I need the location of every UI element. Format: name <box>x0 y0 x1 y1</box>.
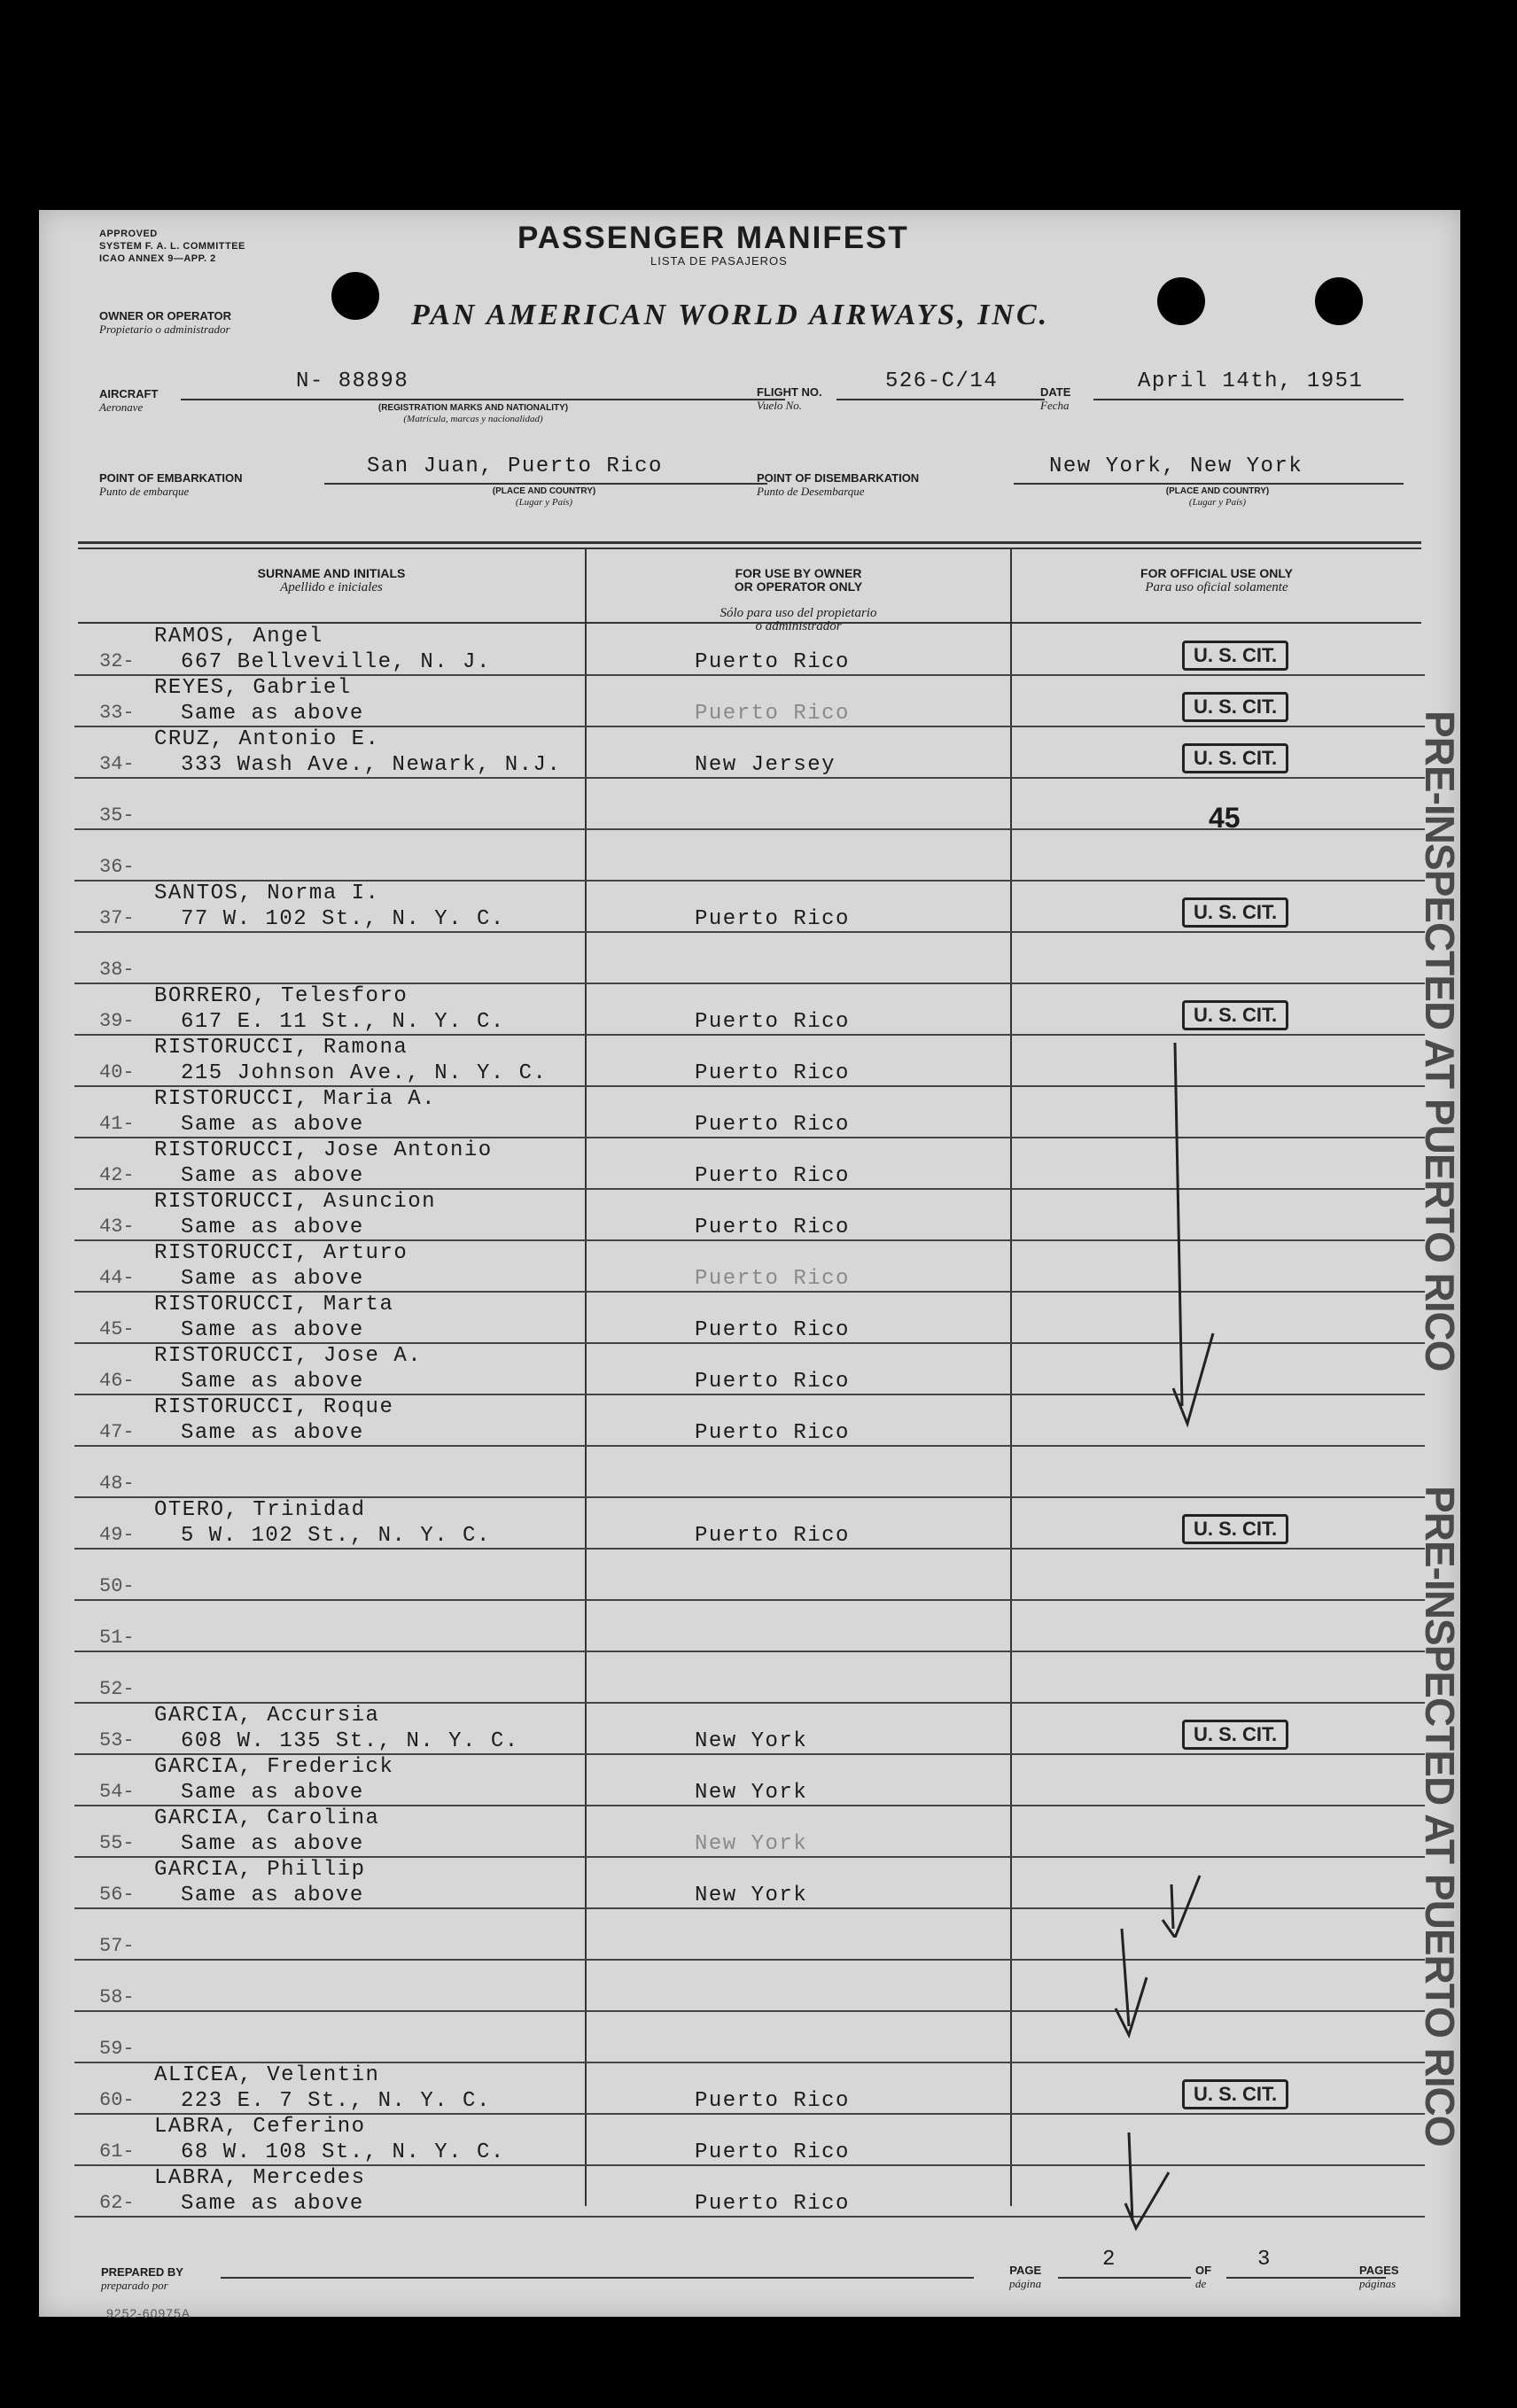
disembark-hint <box>1129 486 1306 509</box>
passenger-address: 68 W. 108 St., N. Y. C. <box>181 2140 505 2164</box>
owner-use-entry: Puerto Rico <box>695 1113 850 1137</box>
owner-use-entry: Puerto Rico <box>695 1318 850 1342</box>
passenger-name: GARCIA, Frederick <box>154 1755 394 1779</box>
check-marks <box>1102 2124 1244 2248</box>
flight-value: 526-C/14 <box>885 369 999 393</box>
row-number: 55- <box>99 1832 135 1854</box>
check-marks <box>1014 1920 1191 2132</box>
check-marks <box>1014 1034 1244 1938</box>
row-number: 33- <box>99 702 135 724</box>
passenger-address: 667 Bellveville, N. J. <box>181 650 491 674</box>
flight-label <box>757 385 822 412</box>
row-number: 44- <box>99 1267 135 1289</box>
table-row <box>74 2012 1425 2063</box>
header-top-rule <box>78 541 1421 544</box>
owner-use-entry: New York <box>695 1781 808 1805</box>
place-hint-en: (PLACE AND COUNTRY) <box>492 486 596 496</box>
passenger-name: ALICEA, Velentin <box>154 2063 380 2087</box>
owner-use-entry: Puerto Rico <box>695 907 850 931</box>
passenger-name: REYES, Gabriel <box>154 676 352 700</box>
owner-use-entry: Puerto Rico <box>695 2140 850 2164</box>
form-title: PASSENGER MANIFEST <box>517 221 909 255</box>
aircraft-value: N- 88898 <box>296 369 409 393</box>
row-number: 54- <box>99 1781 135 1803</box>
passenger-address: 223 E. 7 St., N. Y. C. <box>181 2089 491 2113</box>
underline <box>181 399 785 400</box>
owner-use-entry: Puerto Rico <box>695 1267 850 1291</box>
passenger-address: Same as above <box>181 1781 364 1805</box>
owner-use-entry: New York <box>695 1884 808 1907</box>
passenger-address: 608 W. 135 St., N. Y. C. <box>181 1729 519 1753</box>
row-number: 49- <box>99 1524 135 1546</box>
of-label-es: de <box>1195 2277 1207 2290</box>
flight-label-es: Vuelo No. <box>757 399 803 412</box>
owner-use-entry: New Jersey <box>695 753 836 777</box>
passenger-address: Same as above <box>181 1164 364 1188</box>
date-value: April 14th, 1951 <box>1138 369 1364 393</box>
underline <box>1058 2277 1191 2279</box>
row-number: 59- <box>99 2038 135 2060</box>
row-number: 39- <box>99 1010 135 1032</box>
us-citizen-stamp: U. S. CIT. <box>1182 1514 1288 1544</box>
row-number: 37- <box>99 907 135 929</box>
passenger-address: Same as above <box>181 1370 364 1394</box>
underline <box>221 2277 974 2279</box>
owner-label <box>99 309 231 336</box>
passenger-address: Same as above <box>181 1113 364 1137</box>
passenger-name: RISTORUCCI, Arturo <box>154 1241 408 1265</box>
disembark-label-es: Punto de Desembarque <box>757 485 865 498</box>
passenger-name: LABRA, Mercedes <box>154 2166 366 2190</box>
passenger-name: OTERO, Trinidad <box>154 1498 366 1522</box>
us-citizen-stamp: U. S. CIT. <box>1182 743 1288 773</box>
place-hint-es: (Lugar y País) <box>1188 497 1247 508</box>
row-number: 48- <box>99 1472 135 1495</box>
underline <box>324 483 767 485</box>
aircraft-label <box>99 387 158 414</box>
owner-use-entry: Puerto Rico <box>695 650 850 674</box>
owner-label-en: OWNER OR OPERATOR <box>99 309 232 322</box>
column-header-official-en: FOR OFFICIAL USE ONLY <box>1140 566 1293 580</box>
official-note: 45 <box>1209 802 1241 834</box>
approval-line: SYSTEM F. A. L. COMMITTEE <box>99 241 245 252</box>
row-number: 62- <box>99 2192 135 2214</box>
pages-label-es: páginas <box>1359 2277 1396 2290</box>
disembark-label <box>757 471 919 498</box>
passenger-table <box>39 625 1460 2218</box>
column-header-surname <box>78 567 585 594</box>
row-number: 38- <box>99 959 135 981</box>
aircraft-hint-es: (Matrícula, marcas y nacionalidad) <box>403 414 543 424</box>
passenger-address: Same as above <box>181 2192 364 2216</box>
table-row <box>74 625 1425 676</box>
prepared-by-en: PREPARED BY <box>101 2265 183 2279</box>
row-number: 53- <box>99 1729 135 1752</box>
us-citizen-stamp: U. S. CIT. <box>1182 1000 1288 1030</box>
passenger-address: Same as above <box>181 1216 364 1239</box>
disembark-value: New York, New York <box>1049 454 1303 478</box>
passenger-name: GARCIA, Carolina <box>154 1806 380 1830</box>
owner-use-entry: Puerto Rico <box>695 2192 850 2216</box>
table-row <box>74 830 1425 882</box>
us-citizen-stamp: U. S. CIT. <box>1182 1720 1288 1750</box>
table-row <box>74 882 1425 933</box>
passenger-name: RISTORUCCI, Roque <box>154 1395 394 1419</box>
check-mark <box>1125 2132 1169 2228</box>
column-header-owner-es: Sólo para uso del propietario o administrador <box>720 606 877 633</box>
owner-label-es: Propietario o administrador <box>99 322 230 336</box>
passenger-address: 77 W. 102 St., N. Y. C. <box>181 907 505 931</box>
row-number: 35- <box>99 804 135 827</box>
aircraft-hint-en: (REGISTRATION MARKS AND NATIONALITY) <box>377 403 569 413</box>
aircraft-hint <box>323 403 624 425</box>
row-number: 46- <box>99 1370 135 1392</box>
table-row <box>74 727 1425 779</box>
column-header-surname-en: SURNAME AND INITIALS <box>257 566 406 580</box>
form-code: 9252-60975A <box>106 2306 191 2320</box>
passenger-name: RAMOS, Angel <box>154 625 323 649</box>
row-number: 52- <box>99 1678 135 1700</box>
header-top-rule <box>78 548 1421 549</box>
owner-use-entry: New York <box>695 1729 808 1753</box>
us-citizen-stamp: U. S. CIT. <box>1182 692 1288 722</box>
of-label-en: OF <box>1195 2264 1212 2277</box>
prepared-by-es: preparado por <box>101 2279 168 2292</box>
row-number: 34- <box>99 753 135 775</box>
owner-use-entry: Puerto Rico <box>695 1010 850 1034</box>
passenger-address: 215 Johnson Ave., N. Y. C. <box>181 1061 548 1085</box>
of-value: 3 <box>1257 2248 1272 2272</box>
table-row <box>74 1961 1425 2012</box>
row-number: 36- <box>99 856 135 878</box>
form-subtitle: LISTA DE PASAJEROS <box>650 254 788 268</box>
pages-label-en: PAGES <box>1359 2264 1399 2277</box>
row-number: 45- <box>99 1318 135 1340</box>
embark-value: San Juan, Puerto Rico <box>367 454 663 478</box>
us-citizen-stamp: U. S. CIT. <box>1182 2079 1288 2109</box>
passenger-name: SANTOS, Norma I. <box>154 882 380 905</box>
row-number: 47- <box>99 1421 135 1443</box>
column-header-official-es: Para uso oficial solamente <box>1145 580 1288 594</box>
row-number: 43- <box>99 1216 135 1238</box>
passenger-name: BORRERO, Telesforo <box>154 984 408 1008</box>
passenger-name: RISTORUCCI, Maria A. <box>154 1087 437 1111</box>
approval-line: APPROVED <box>99 229 158 239</box>
table-row <box>74 984 1425 1036</box>
row-number: 51- <box>99 1627 135 1649</box>
passenger-name: RISTORUCCI, Marta <box>154 1293 394 1317</box>
check-mark <box>1173 1043 1213 1424</box>
underline <box>836 399 1045 400</box>
underline <box>1093 399 1404 400</box>
owner-use-entry: Puerto Rico <box>695 1216 850 1239</box>
column-header-surname-es: Apellido e iniciales <box>280 580 383 594</box>
check-mark <box>1116 1929 1147 2035</box>
aircraft-label-en: AIRCRAFT <box>99 387 159 400</box>
punch-hole <box>331 272 379 320</box>
passenger-name: GARCIA, Phillip <box>154 1858 366 1882</box>
passenger-name: RISTORUCCI, Jose Antonio <box>154 1138 493 1162</box>
passenger-address: Same as above <box>181 1832 364 1856</box>
underline <box>1014 483 1404 485</box>
owner-use-entry: Puerto Rico <box>695 1370 850 1394</box>
passenger-address: Same as above <box>181 702 364 726</box>
us-citizen-stamp: U. S. CIT. <box>1182 897 1288 928</box>
page-label <box>1009 2264 1041 2290</box>
date-label-en: DATE <box>1040 385 1071 399</box>
page-value: 2 <box>1102 2248 1116 2272</box>
aircraft-label-es: Aeronave <box>99 400 144 414</box>
us-citizen-stamp: U. S. CIT. <box>1182 641 1288 671</box>
owner-use-entry: Puerto Rico <box>695 702 850 726</box>
preinspected-stamp: PRE-INSPECTED AT PUERTO RICO <box>1417 1486 1463 2147</box>
of-label <box>1195 2264 1211 2290</box>
punch-hole <box>1315 277 1363 325</box>
passenger-name: RISTORUCCI, Ramona <box>154 1036 408 1060</box>
date-label <box>1040 385 1070 412</box>
airline-name: PAN AMERICAN WORLD AIRWAYS, INC. <box>411 299 1050 331</box>
passenger-address: 333 Wash Ave., Newark, N.J. <box>181 753 562 777</box>
row-number: 57- <box>99 1935 135 1957</box>
row-number: 40- <box>99 1061 135 1084</box>
embark-label-es: Punto de embarque <box>99 485 190 498</box>
row-number: 61- <box>99 2140 135 2163</box>
prepared-by-label <box>101 2265 183 2292</box>
row-number: 32- <box>99 650 135 672</box>
pages-label <box>1359 2264 1399 2290</box>
table-row <box>74 933 1425 984</box>
row-number: 50- <box>99 1575 135 1597</box>
owner-use-entry: Puerto Rico <box>695 2089 850 2113</box>
row-number: 42- <box>99 1164 135 1186</box>
owner-use-entry: New York <box>695 1832 808 1856</box>
embark-hint <box>455 486 633 509</box>
row-number: 58- <box>99 1986 135 2008</box>
page-label-en: PAGE <box>1009 2264 1042 2277</box>
manifest-sheet <box>39 210 1463 2320</box>
column-header-official <box>1012 567 1421 594</box>
punch-hole <box>1157 277 1205 325</box>
embark-label-en: POINT OF EMBARKATION <box>99 471 243 485</box>
row-number: 56- <box>99 1884 135 1906</box>
place-hint-en: (PLACE AND COUNTRY) <box>1165 486 1270 496</box>
owner-use-entry: Puerto Rico <box>695 1524 850 1548</box>
passenger-name: GARCIA, Accursia <box>154 1704 380 1728</box>
passenger-address: Same as above <box>181 1318 364 1342</box>
table-row <box>74 2063 1425 2115</box>
embark-label <box>99 471 243 498</box>
disembark-label-en: POINT OF DISEMBARKATION <box>757 471 920 485</box>
passenger-address: Same as above <box>181 1421 364 1445</box>
approval-line: ICAO ANNEX 9—APP. 2 <box>99 253 216 264</box>
column-header-owner-en: FOR USE BY OWNER OR OPERATOR ONLY <box>734 566 863 594</box>
place-hint-es: (Lugar y País) <box>515 497 573 508</box>
page-label-es: página <box>1009 2277 1042 2290</box>
passenger-name: CRUZ, Antonio E. <box>154 727 380 751</box>
table-row <box>74 676 1425 727</box>
owner-use-entry: Puerto Rico <box>695 1164 850 1188</box>
passenger-address: Same as above <box>181 1267 364 1291</box>
approval-block <box>99 228 245 265</box>
date-label-es: Fecha <box>1040 399 1070 412</box>
owner-use-entry: Puerto Rico <box>695 1061 850 1085</box>
passenger-address: 5 W. 102 St., N. Y. C. <box>181 1524 491 1548</box>
row-number: 41- <box>99 1113 135 1135</box>
passenger-name: RISTORUCCI, Asuncion <box>154 1190 437 1214</box>
passenger-address: Same as above <box>181 1884 364 1907</box>
flight-label-en: FLIGHT NO. <box>757 385 822 399</box>
owner-use-entry: Puerto Rico <box>695 1421 850 1445</box>
passenger-address: 617 E. 11 St., N. Y. C. <box>181 1010 505 1034</box>
passenger-name: LABRA, Ceferino <box>154 2115 366 2139</box>
passenger-name: RISTORUCCI, Jose A. <box>154 1344 423 1368</box>
preinspected-stamp: PRE-INSPECTED AT PUERTO RICO <box>1417 711 1463 1371</box>
row-number: 60- <box>99 2089 135 2111</box>
